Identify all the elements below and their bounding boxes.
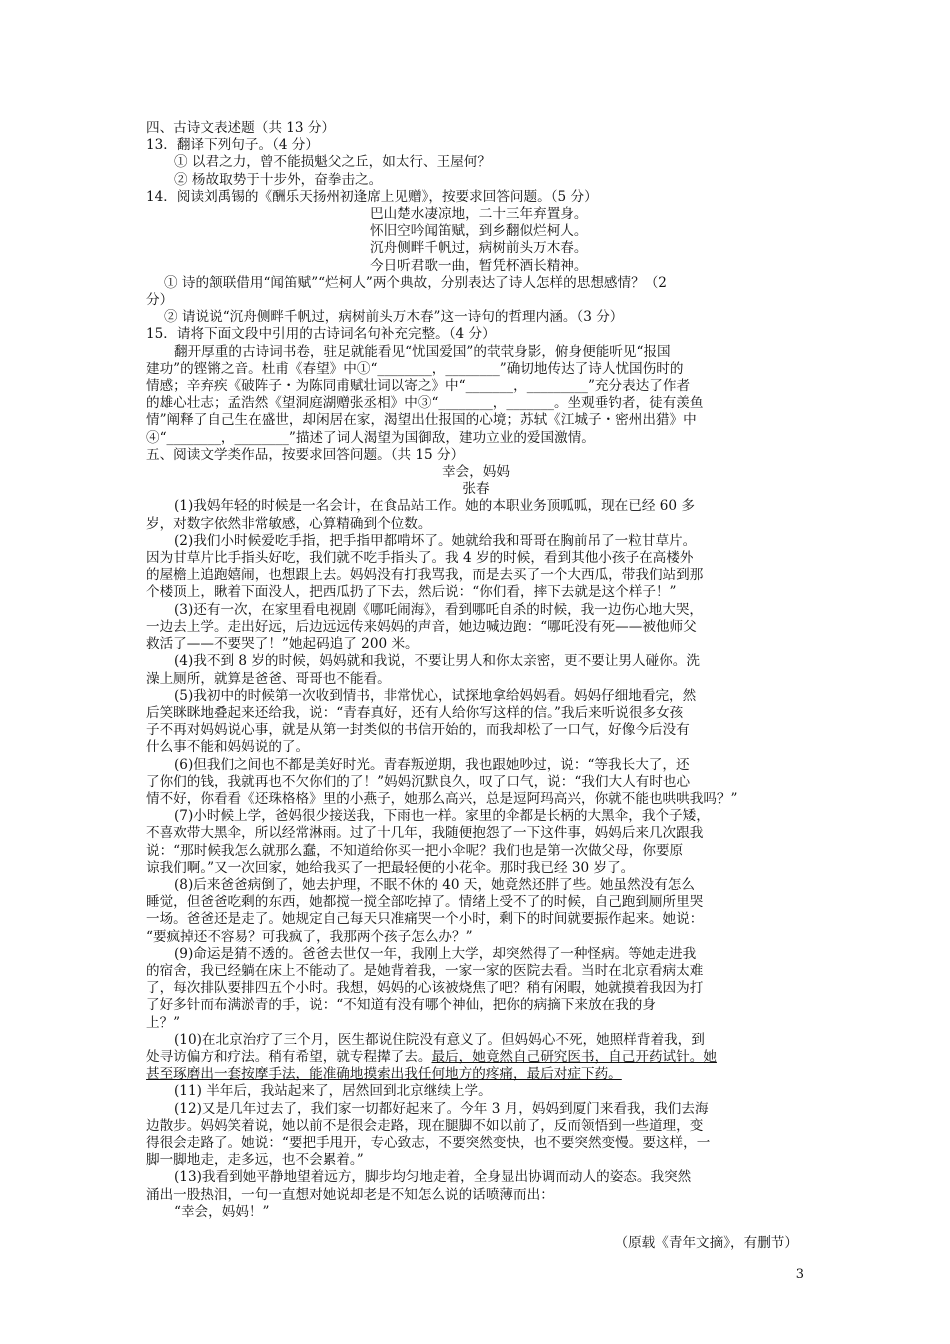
story-line: 得很会走路了。她说：“要把手甩开，专心致志，不要突然变快，也不要突然变慢。要这样，一 <box>146 1134 711 1151</box>
story-line: (10)在北京治疗了三个月，医生都说住院没有意义了。但妈妈心不死，她照样背着我，到 <box>174 1031 705 1048</box>
section-four-title: 四、古诗文表述题（共 13 分） <box>146 120 336 136</box>
story-line: 岁，对数字依然非常敏感，心算精确到个位数。 <box>146 515 432 532</box>
story-line: (13)我看到她平静地望着远方，脚步均匀地走着，全身显出协调而动人的姿态。我突然 <box>174 1169 692 1186</box>
story-line: 情不好，你看看《还珠格格》里的小燕子，她那么高兴，总是逗阿玛高兴，你就不能也哄哄我吗？” <box>146 790 738 807</box>
story-line: 后笑眯眯地叠起来还给我，说：“青春真好，还有人给你写这样的信。”我后来听说很多女孩 <box>146 704 684 721</box>
story-source: （原载《青年文摘》，有删节） <box>614 1235 798 1251</box>
story-title: 幸会，妈妈 <box>442 464 510 481</box>
story-line: “要疯掉还不容易？可我疯了，我那两个孩子怎么办？” <box>146 928 473 945</box>
story-line: (4)我不到 8 岁的时候，妈妈就和我说，不要让男人和你太亲密，更不要让男人碰你。洗 <box>174 653 700 670</box>
story-line: 的宿舍，我已经躺在床上不能动了。是她背着我，一家一家的医院去看。当时在北京看病太难 <box>146 962 704 979</box>
story-text: 处寻访偏方和疗法。稍有希望，就专程撵了去。 <box>146 1048 432 1065</box>
story-line: (12)又是几年过去了，我们家一切都好起来了。今年 3 月，妈妈到厦门来看我，我们去海 <box>174 1100 709 1117</box>
story-line: (2)我们小时候爱吃手指，把手指甲都啃坏了。她就给我和哥哥在胸前吊了一粒甘草片。 <box>174 532 697 549</box>
story-line: (3)还有一次，在家里看电视剧《哪吒闹海》，看到哪吒自杀的时候，我一边伤心地大哭， <box>174 601 704 618</box>
q13-sentence-2: ② 杨故取势于十步外，奋拳击之。 <box>174 171 383 188</box>
q15-text-line: 翻开厚重的古诗词书卷，驻足就能看见“忧国爱国”的茕茕身影，俯身便能听见“报国 <box>174 343 671 360</box>
story-line: (9)命运是猜不透的。爸爸去世仅一年，我刚上大学，却突然得了一种怪病。等她走进我 <box>174 945 697 962</box>
story-line: 边散步。妈妈笑着说，她以前不是很会走路，现在腿脚不如以前了，反而领悟到一些道理，变 <box>146 1117 704 1134</box>
story-line: 个楼顶上，瞅着下面没人，把西瓜扔了下去，然后说：“你们看，摔下去就是这个样子！” <box>146 584 677 601</box>
story-line: 说：“那时候我怎么就那么蠢，不知道给你买一把小伞呢？我们也是第一次做父母，你要原 <box>146 842 684 859</box>
story-line: (6)但我们之间也不都是美好时光。青春叛逆期，我也跟她吵过，说：“等我长大了，还 <box>174 756 690 773</box>
story-line: 一边去上学。走出好远，后边远远传来妈妈的声音，她边喊边跑：“哪吒没有死——被他师父 <box>146 618 697 635</box>
q15-text-line: 的雄心壮志；孟浩然《望洞庭湖赠张丞相》中③“________，_______。坐观垂钓者，徒有羡鱼 <box>146 395 704 412</box>
poem-line: 沉舟侧畔千帆过，病树前头万木春。 <box>370 240 588 257</box>
poem-line: 怀旧空吟闻笛赋，到乡翻似烂柯人。 <box>370 223 588 240</box>
story-line: 了好多针而布满淤青的手，说：“不知道有没有哪个神仙，把你的病摘下来放在我的身 <box>146 997 656 1014</box>
story-line: 的屋檐上追跑嬉闹，也想跟上去。妈妈没有打我骂我，而是去买了一个大西瓜，带我们站到那 <box>146 567 704 584</box>
q15-text-line: 情感；辛弃疾《破阵子・为陈同甫赋壮词以寄之》中“_______，_________”充分表达了作者 <box>146 378 691 395</box>
poem-line: 巴山楚水凄凉地，二十三年弃置身。 <box>370 206 588 223</box>
story-line: 澡上厕所，就算是爸爸、哥哥也不能看。 <box>146 670 391 687</box>
underlined-text: 甚至琢磨出一套按摩手法，能准确地摸索出我任何地方的疼痛，最后对症下药。 <box>146 1066 622 1083</box>
q13-sentence-1: ① 以君之力，曾不能损魁父之丘，如太行、王屋何？ <box>174 154 491 171</box>
story-line: 了你们的钱，我就再也不欠你们的了！”妈妈沉默良久，叹了口气，说：“我们大人有时也心 <box>146 773 691 790</box>
underlined-text: 最后，她竟然自己研究医书，自己开药试针。她 <box>431 1048 717 1065</box>
story-line: (8)后来爸爸病倒了，她去护理，不眠不休的 40 天，她竟然还胖了些。她虽然没有怎么 <box>174 876 695 893</box>
q14-question-1-cont: 分） <box>146 292 174 309</box>
page-number: 3 <box>795 1267 804 1282</box>
story-line: 一场。爸爸还是走了。她规定自己每天只准痛哭一个小时，剩下的时间就要振作起来。她说： <box>146 911 704 928</box>
poem-line: 今日听君歌一曲，暂凭杯酒长精神。 <box>370 257 588 274</box>
story-line: (1)我妈年轻的时候是一名会计，在食品站工作。她的本职业务顶呱呱，现在已经 60 多 <box>174 498 695 515</box>
story-line: 什么事不能和妈妈说的了。 <box>146 739 310 756</box>
story-line: (5)我初中的时候第一次收到情书，非常忧心，试探地拿给妈妈看。妈妈仔细地看完，然 <box>174 687 697 704</box>
story-line: (11) 半年后，我站起来了，居然回到北京继续上学。 <box>174 1083 492 1100</box>
q15-text-line: 情”阐释了自己生在盛世，却闲居在家，渴望出仕报国的心境；苏轼《江城子・密州出猎》中 <box>146 412 697 429</box>
q15-stem: 15．请将下面文段中引用的古诗词名句补充完整。（4 分） <box>146 326 496 343</box>
story-line: 因为甘草片比手指头好吃，我们就不吃手指头了。我 4 岁的时候，看到其他小孩子在高楼外 <box>146 550 694 567</box>
q14-stem: 14．阅读刘禹锡的《酬乐天扬州初逢席上见赠》，按要求回答问题。（5 分） <box>146 188 598 205</box>
story-line: 不喜欢带大黑伞，所以经常淋雨。过了十几年，我随便抱怨了一下这件事，妈妈后来几次跟我 <box>146 825 704 842</box>
q14-question-2: ② 请说说“沉舟侧畔千帆过，病树前头万木春”这一诗句的哲理内涵。（3 分） <box>164 309 624 326</box>
q13-stem: 13．翻译下列句子。（4 分） <box>146 137 319 154</box>
story-line: 睡觉，但爸爸吃剩的东西，她都搅一搅全部吃掉了。情绪上受不了的时候，自己跑到厕所里哭 <box>146 894 704 911</box>
story-line: “幸会，妈妈！” <box>174 1203 270 1220</box>
story-author: 张春 <box>462 481 490 498</box>
story-line <box>146 1049 806 1066</box>
q15-text-line: ④“________，________”描述了词人渴望为国御敌，建功立业的爱国激情。 <box>146 429 595 446</box>
story-line: 了，每次排队要排四五个小时。我想，妈妈的心该被烧焦了吧？稍有闲暇，她就摸着我因为打 <box>146 980 704 997</box>
story-line: 脚一脚地走，走多远，也不会累着。” <box>146 1152 364 1169</box>
story-line: 谅我们啊。”又一次回家，她给我买了一把最轻便的小花伞。那时我已经 30 岁了。 <box>146 859 635 876</box>
story-line: 上？” <box>146 1014 181 1031</box>
page-content <box>146 120 806 1252</box>
section-five-title: 五、阅读文学类作品，按要求回答问题。（共 15 分） <box>146 446 465 463</box>
q15-text-line: 建功”的铿锵之音。杜甫《春望》中①“________，________”确切地传达了诗人忧国伤时的 <box>146 360 684 377</box>
story-line: 涌出一股热泪，一句一直想对她说却老是不知怎么说的话喷薄而出： <box>146 1186 554 1203</box>
story-line: 子不再对妈妈说心事，就是从第一封类似的书信开始的，而我却松了一口气，好像今后没有 <box>146 722 690 739</box>
story-line: 救活了——不要哭了！”她起码追了 200 米。 <box>146 636 419 653</box>
q14-question-1: ① 诗的颔联借用“闻笛赋”“烂柯人”两个典故，分别表达了诗人怎样的思想感情？（2 <box>164 274 667 291</box>
story-line: (7)小时候上学，爸妈很少接送我，下雨也一样。家里的伞都是长柄的大黑伞，我个子矮， <box>174 808 710 825</box>
